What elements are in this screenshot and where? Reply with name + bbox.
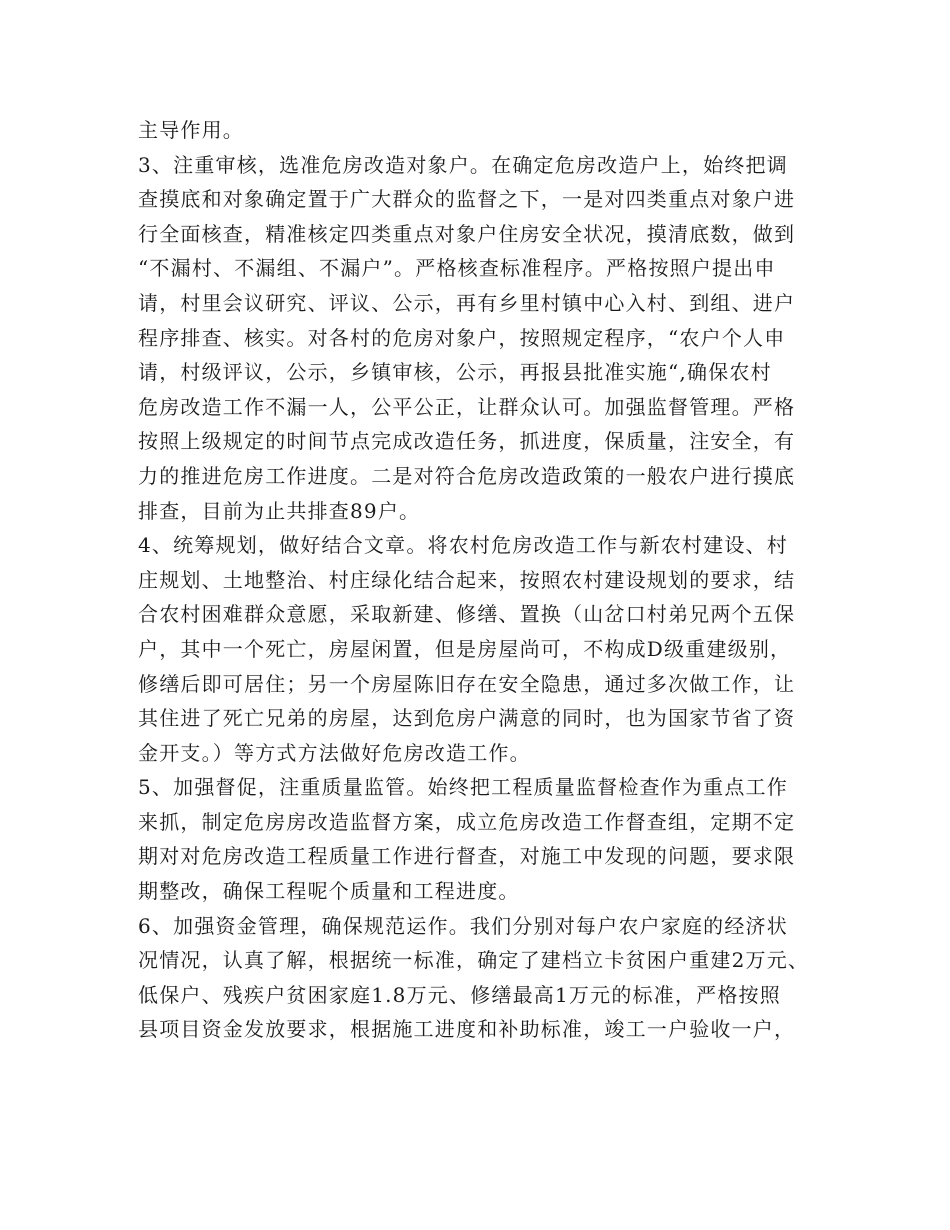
text-line: 6、加强资金管理，确保规范运作。我们分别对每户农户家庭的经济状 [138,913,788,938]
text-line: 金开支。）等方式方法做好危房改造工作。 [138,740,531,765]
text-line: 危房改造工作不漏一人，公平公正，让群众认可。加强监督管理。严格 [138,394,796,419]
text-line: 行全面核查，精准核定四类重点对象户住房安全状况，摸清底数，做到 [138,221,796,246]
text-line: 排查，目前为止共排查89户。 [138,498,421,523]
text-line: 低保户、残疾户贫困家庭1.8万元、修缮最高1万元的标准，严格按照 [138,982,781,1007]
text-line: 其住进了死亡兄弟的房屋，达到危房户满意的同时，也为国家节省了资 [138,706,796,731]
text-line: 修缮后即可居住；另一个房屋陈旧存在安全隐患，通过多次做工作，让 [138,671,796,696]
text-line: 程序排查、核实。对各村的危房对象户，按照规定程序，“农户个人申 [138,325,786,350]
text-line: 合农村困难群众意愿，采取新建、修缮、置换（山岔口村弟兄两个五保 [138,602,796,627]
text-line: 力的推进危房工作进度。二是对符合危房改造政策的一般农户进行摸底 [138,463,796,488]
text-line: 期对对危房改造工程质量工作进行督查，对施工中发现的问题，要求限 [138,844,796,869]
document-body [138,113,828,1047]
text-line: 户，其中一个死亡，房屋闲置，但是房屋尚可，不构成D级重建级别， [138,636,792,661]
text-line: 期整改，确保工程呢个质量和工程进度。 [138,879,520,904]
text-line: 请，村里会议研究、评议、公示，再有乡里村镇中心入村、到组、进户 [138,290,796,315]
text-line: 况情况，认真了解，根据统一标准，确定了建档立卡贫困户重建2万元、 [138,948,810,973]
text-line: 3、注重审核，选准危房改造对象户。在确定危房改造户上，始终把调 [138,152,788,177]
text-line: 来抓，制定危房房改造监督方案，成立危房改造工作督查组，定期不定 [138,809,796,834]
text-line: 4、统筹规划，做好结合文章。将农村危房改造工作与新农村建设、村 [138,533,788,558]
text-line: 主导作用。 [138,118,244,142]
text-line: 请，村级评议，公示，乡镇审核，公示，再报县批准实施“,确保农村 [138,360,772,385]
text-line: “不漏村、不漏组、不漏户”。严格核查标准程序。严格按照户提出申 [138,256,776,281]
text-line: 庄规划、土地整治、村庄绿化结合起来，按照农村建设规划的要求，结 [138,567,796,592]
text-line: 5、加强督促，注重质量监管。始终把工程质量监督检查作为重点工作 [138,775,788,800]
text-line: 查摸底和对象确定置于广大群众的监督之下，一是对四类重点对象户进 [138,187,796,212]
text-line: 按照上级规定的时间节点完成改造任务，抓进度，保质量，注安全，有 [138,429,796,454]
text-line: 县项目资金发放要求，根据施工进度和补助标准，竣工一户验收一户， [138,1017,796,1042]
